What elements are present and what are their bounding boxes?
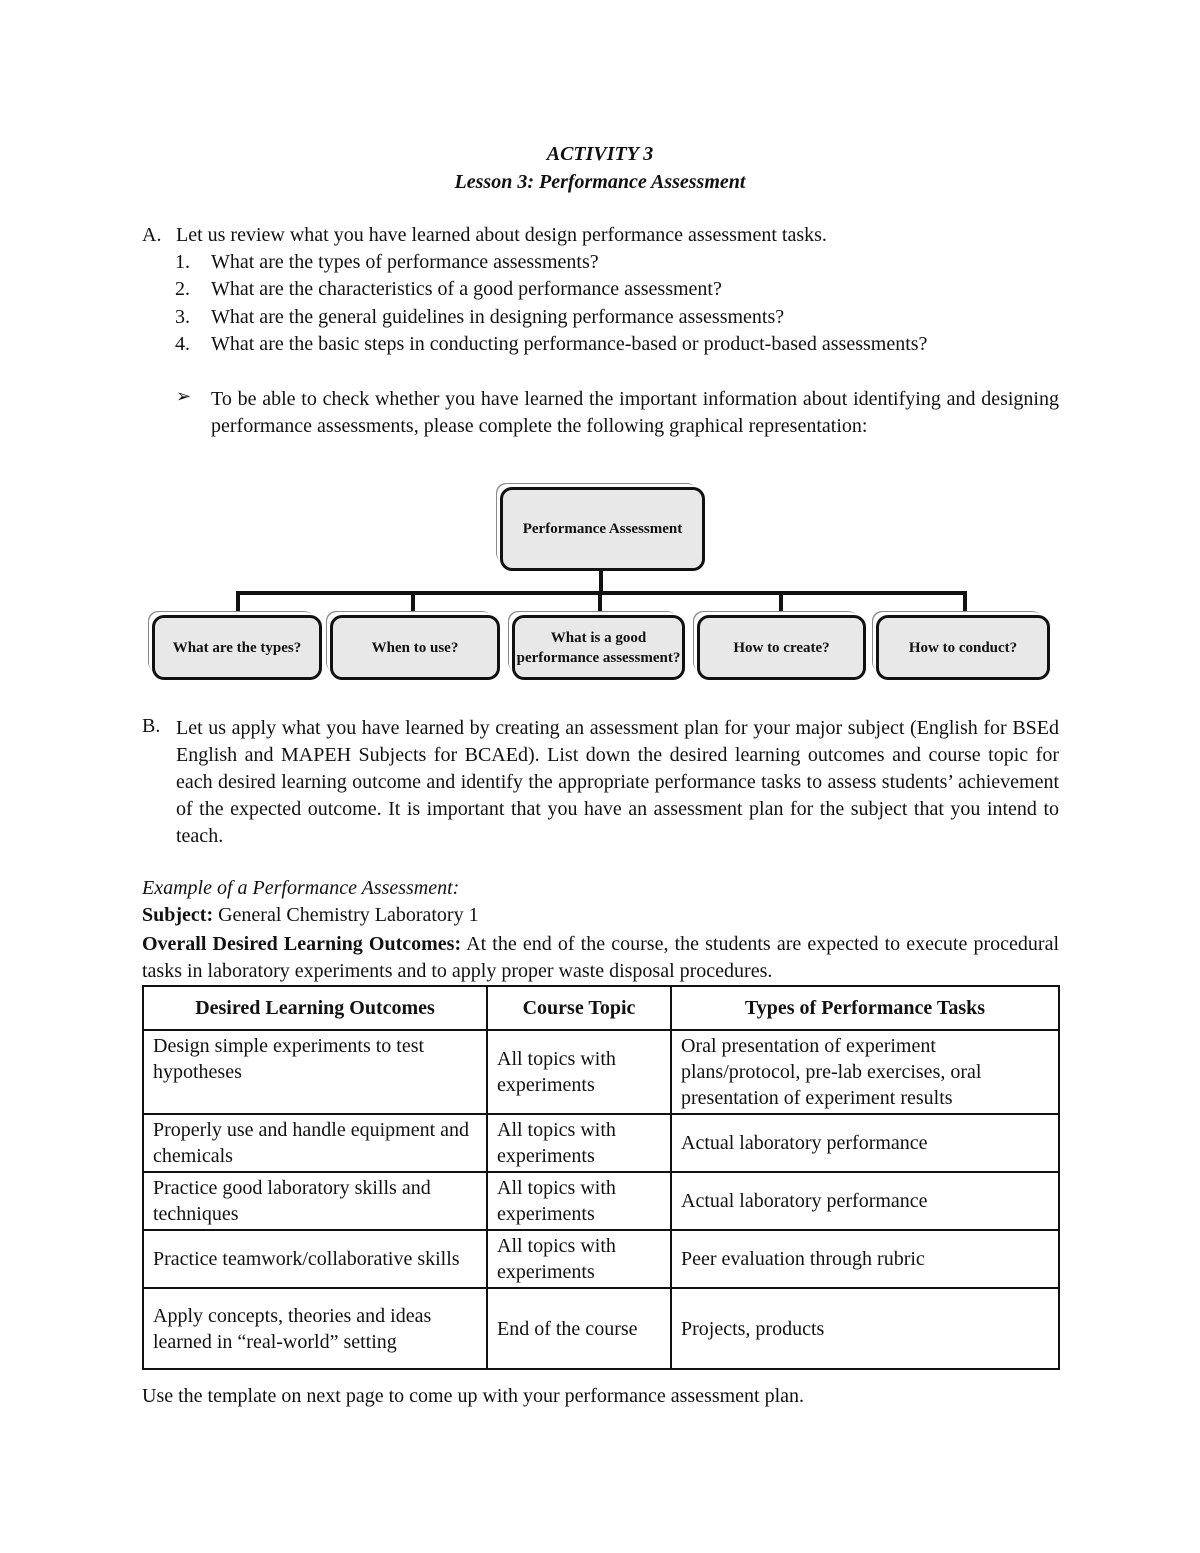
- table-cell: Actual laboratory performance: [671, 1114, 1059, 1172]
- table-cell: Properly use and handle equipment and chemicals: [143, 1114, 487, 1172]
- table-cell: All topics with experiments: [487, 1114, 671, 1172]
- table-row: [143, 1230, 1059, 1288]
- child-node: What are the types?: [152, 615, 322, 680]
- column-header: Course Topic: [487, 986, 671, 1030]
- table-row: [143, 1172, 1059, 1230]
- table-cell: Peer evaluation through rubric: [671, 1230, 1059, 1288]
- table-cell: End of the course: [487, 1288, 671, 1369]
- section-a-intro: Let us review what you have learned about design performance assessment tasks.: [176, 224, 827, 246]
- question-text: What are the types of performance assessments?: [211, 251, 599, 273]
- performance-assessment-table: [142, 985, 1060, 1370]
- overall-outcomes: [142, 931, 1059, 985]
- column-header: Types of Performance Tasks: [671, 986, 1059, 1030]
- subject-label: Subject:: [142, 904, 214, 926]
- outcomes-label: Overall Desired Learning Outcomes:: [142, 933, 462, 955]
- root-node: Performance Assessment: [500, 487, 705, 571]
- table-cell: Practice good laboratory skills and techniques: [143, 1172, 487, 1230]
- question-text: What are the characteristics of a good performance assessment?: [211, 278, 722, 300]
- outcomes-text: At the end of the course, the students are expected to execute procedural tasks in laboratory experiments and to apply proper waste disposal procedures.: [142, 933, 1059, 982]
- child-node: When to use?: [330, 615, 500, 680]
- child-node: How to conduct?: [876, 615, 1050, 680]
- table-cell: Actual laboratory performance: [671, 1172, 1059, 1230]
- table-cell: Projects, products: [671, 1288, 1059, 1369]
- table-row: [143, 1288, 1059, 1369]
- table-cell: Oral presentation of experiment plans/protocol, pre-lab exercises, oral presentation of experiment results: [671, 1030, 1059, 1114]
- question-number: 2.: [175, 278, 190, 300]
- question-text: What are the general guidelines in designing performance assessments?: [211, 306, 785, 328]
- child-node: What is a good performance assessment?: [512, 615, 685, 680]
- footer-instruction: Use the template on next page to come up with your performance assessment plan.: [142, 1385, 805, 1407]
- section-b-marker: B.: [142, 715, 161, 737]
- table-header-row: [143, 986, 1059, 1030]
- bullet-instruction: To be able to check whether you have learned the important information about identifying and designing performance assessments, please complete the following graphical representation:: [211, 388, 1059, 437]
- subject-line: [142, 904, 479, 927]
- table-row: [143, 1030, 1059, 1114]
- question-number: 4.: [175, 333, 190, 355]
- question-text: What are the basic steps in conducting performance-based or product-based assessments?: [211, 333, 928, 355]
- section-b-text: Let us apply what you have learned by creating an assessment plan for your major subject (English for BSEd English and MAPEH Subjects for BCAEd). List down the desired learning outcomes and course topic for each desired learning outcome and identify the appropriate performance tasks to assess students’ achievement of the expected outcome. It is important that you have an assessment plan for the subject that you intend to teach.: [176, 717, 1059, 847]
- example-heading: Example of a Performance Assessment:: [142, 877, 460, 899]
- table-cell: All topics with experiments: [487, 1172, 671, 1230]
- activity-title: ACTIVITY 3: [546, 143, 654, 165]
- arrow-bullet-icon: ➢: [176, 386, 192, 406]
- question-number: 1.: [175, 251, 190, 273]
- table-row: [143, 1114, 1059, 1172]
- table-cell: All topics with experiments: [487, 1230, 671, 1288]
- child-node: How to create?: [697, 615, 866, 680]
- section-a-marker: A.: [142, 224, 162, 246]
- question-number: 3.: [175, 306, 190, 328]
- table-cell: Practice teamwork/collaborative skills: [143, 1230, 487, 1288]
- lesson-title: Lesson 3: Performance Assessment: [454, 171, 746, 193]
- table-cell: Design simple experiments to test hypotheses: [143, 1030, 487, 1114]
- table-cell: All topics with experiments: [487, 1030, 671, 1114]
- subject-value: General Chemistry Laboratory 1: [218, 904, 479, 926]
- table-cell: Apply concepts, theories and ideas learned in “real-world” setting: [143, 1288, 487, 1369]
- column-header: Desired Learning Outcomes: [143, 986, 487, 1030]
